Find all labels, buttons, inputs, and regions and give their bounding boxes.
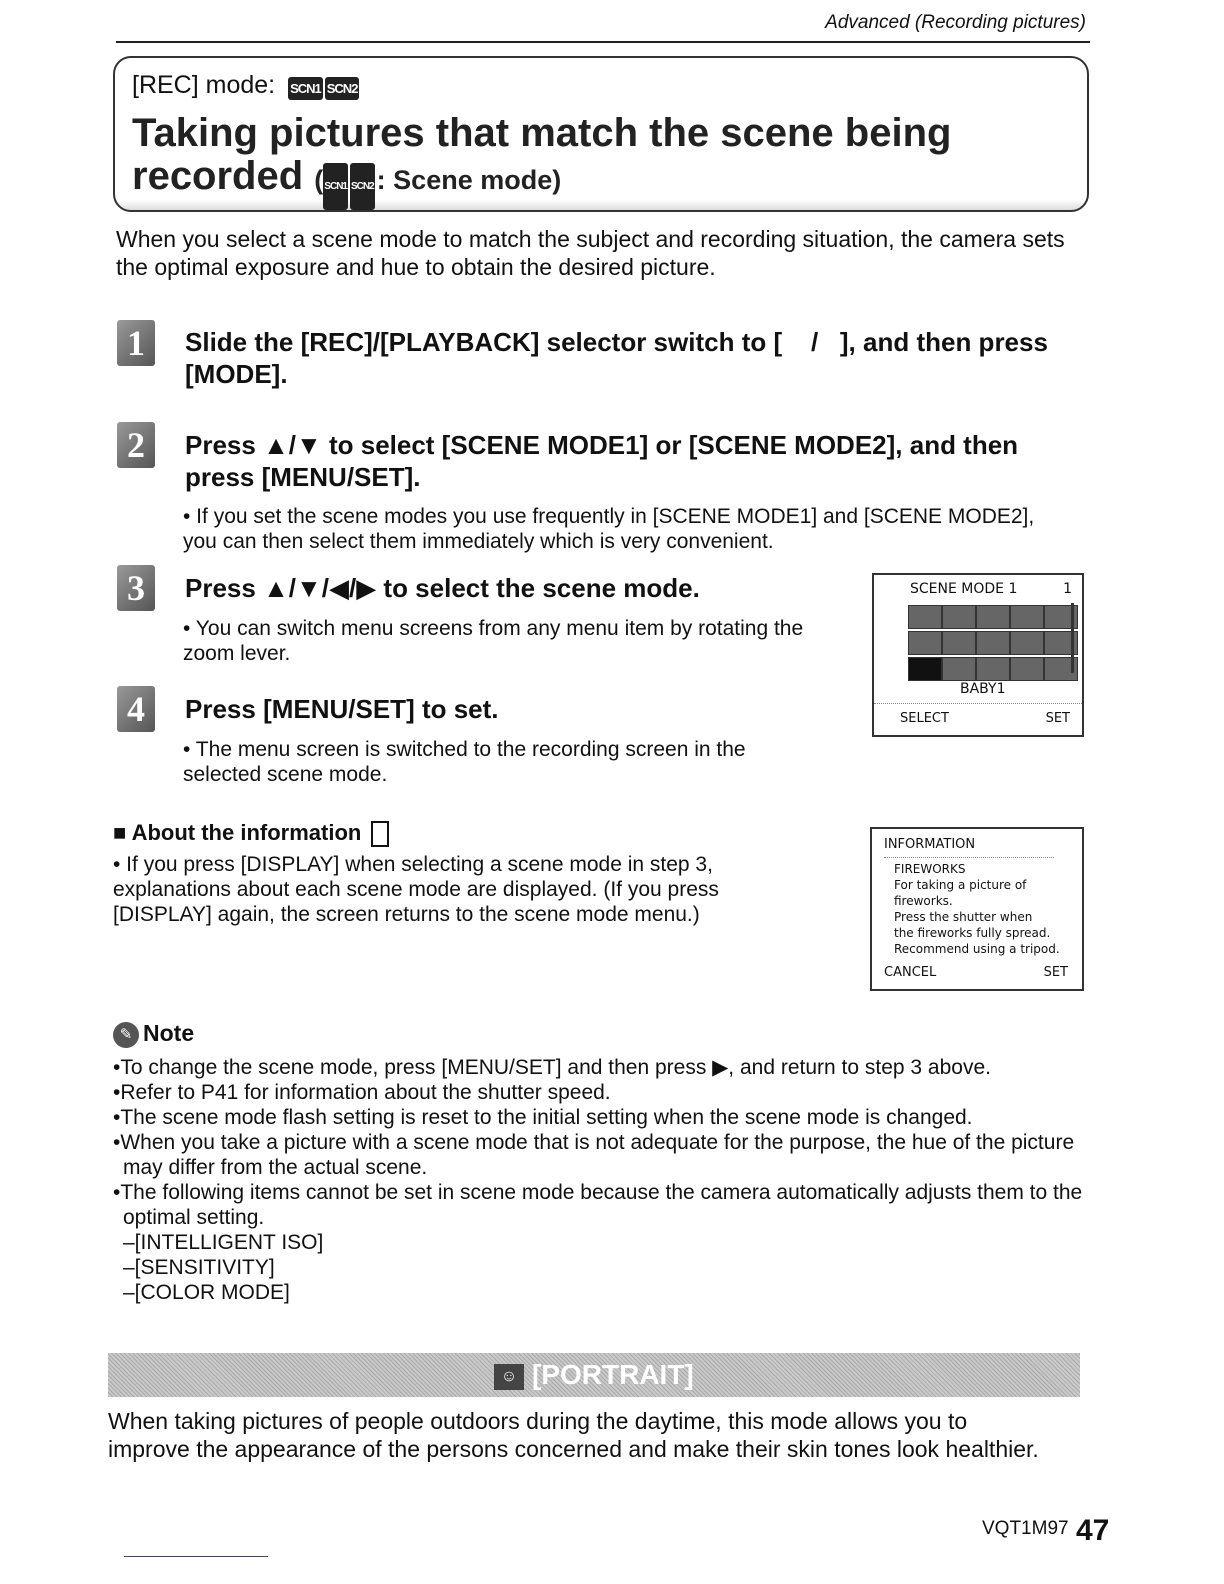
portrait-icon: ☺ bbox=[494, 1364, 524, 1390]
pencil-icon: ✎ bbox=[113, 1022, 139, 1048]
portrait-title-text: [PORTRAIT] bbox=[532, 1359, 694, 1390]
scene-icon bbox=[942, 657, 976, 681]
info-line: For taking a picture of bbox=[894, 878, 1027, 892]
rec-mode-line bbox=[132, 70, 361, 100]
note-item: •The following items cannot be set in scene mode because the camera automatically adjusts them to the optimal setting. bbox=[113, 1181, 1083, 1229]
info-heading bbox=[113, 820, 389, 847]
scn2-icon: SCN2 bbox=[325, 77, 360, 100]
info-line: Press the shutter when bbox=[894, 910, 1033, 924]
info-screen-footer-left: CANCEL bbox=[884, 965, 937, 980]
step-2-number: 2 bbox=[117, 422, 155, 468]
scene-icon bbox=[976, 605, 1010, 629]
step-1-number: 1 bbox=[117, 320, 155, 366]
note-subitem: –[SENSITIVITY] bbox=[123, 1256, 275, 1279]
screen-divider bbox=[874, 703, 1082, 704]
step-1-text: Slide the [REC]/[PLAYBACK] selector switch to [ / ], and then press [MODE]. bbox=[185, 327, 1048, 389]
step-3-text: Press ▲/▼/◀/▶ to select the scene mode. bbox=[185, 573, 700, 603]
screen-title: SCENE MODE 1 bbox=[910, 581, 1018, 597]
info-line: fireworks. bbox=[894, 894, 953, 908]
step-4-bullet: • The menu screen is switched to the recording screen in the selected scene mode. bbox=[183, 738, 746, 786]
portrait-section-bar bbox=[108, 1353, 1080, 1397]
step-2-text: Press ▲/▼ to select [SCENE MODE1] or [SCENE MODE2], and then press [MENU/SET]. bbox=[185, 430, 1019, 492]
scene-icon bbox=[976, 657, 1010, 681]
page-title-sub-wrap bbox=[314, 165, 561, 195]
page-title-sub: : Scene mode) bbox=[376, 165, 562, 195]
scene-icon bbox=[1010, 631, 1044, 655]
screen-footer-left: SELECT bbox=[900, 711, 949, 726]
step-4-number: 4 bbox=[117, 686, 155, 732]
scene-grid bbox=[908, 605, 1076, 681]
scene-icon-selected bbox=[908, 657, 942, 681]
note-heading-text: Note bbox=[143, 1020, 195, 1046]
note-subitem: –[COLOR MODE] bbox=[123, 1281, 290, 1304]
info-icon bbox=[371, 821, 389, 847]
scene-icon bbox=[908, 631, 942, 655]
info-line: the fireworks fully spread. bbox=[894, 926, 1051, 940]
note-heading bbox=[113, 1020, 194, 1048]
header-rule bbox=[116, 41, 1090, 43]
page-title-main: Taking pictures that match the scene being recorded bbox=[132, 111, 952, 198]
screen-footer-right: SET bbox=[1045, 711, 1070, 726]
scene-mode-screen bbox=[872, 573, 1084, 737]
scn-icons bbox=[288, 71, 361, 100]
selected-scene-label: BABY1 bbox=[960, 681, 1006, 697]
info-heading-text: ■ About the information bbox=[113, 820, 362, 845]
note-list bbox=[113, 1055, 1088, 1305]
scene-icon bbox=[908, 605, 942, 629]
info-screen-body bbox=[894, 861, 1060, 957]
note-subitem: –[INTELLIGENT ISO] bbox=[123, 1231, 324, 1254]
step-3-bullet: • You can switch menu screens from any menu item by rotating the zoom lever. bbox=[183, 617, 804, 665]
paren-open: ( bbox=[314, 165, 324, 195]
info-line: Recommend using a tripod. bbox=[894, 942, 1060, 956]
note-item: •To change the scene mode, press [MENU/SET] and then press ▶, and return to step 3 above. bbox=[113, 1056, 991, 1079]
page-number: 47 bbox=[1076, 1514, 1110, 1547]
intro-paragraph: When you select a scene mode to match the subject and recording situation, the camera sets the optimal exposure and hue to obtain the desired picture. bbox=[116, 226, 1065, 280]
info-screen-title: INFORMATION bbox=[884, 837, 976, 852]
step-2-bullet: • If you set the scene modes you use frequently in [SCENE MODE1] and [SCENE MODE2], you can then select them immediately which is very convenient. bbox=[183, 505, 1035, 553]
portrait-description: When taking pictures of people outdoors during the daytime, this mode allows you to improve the appearance of the persons concerned and make their skin tones look healthier. bbox=[108, 1408, 1039, 1462]
manual-code: VQT1M97 bbox=[982, 1518, 1069, 1539]
rec-mode-label: [REC] mode: bbox=[132, 70, 276, 99]
portrait-title bbox=[494, 1359, 694, 1391]
info-screen-footer-right: SET bbox=[1043, 965, 1068, 980]
note-item: •Refer to P41 for information about the shutter speed. bbox=[113, 1081, 611, 1104]
note-item: •The scene mode flash setting is reset to the initial setting when the scene mode is changed. bbox=[113, 1106, 973, 1129]
screen-page: 1 bbox=[1063, 581, 1072, 597]
info-text: • If you press [DISPLAY] when selecting a scene mode in step 3, explanations about each scene mode are displayed. (If you press [DISPLAY] again, the screen returns to the scene mode menu.) bbox=[113, 853, 719, 926]
scene-icon bbox=[1010, 657, 1044, 681]
scn1-icon-small: SCN1 bbox=[323, 163, 348, 210]
scene-icon bbox=[976, 631, 1010, 655]
scene-icon bbox=[942, 631, 976, 655]
info-screen-divider bbox=[884, 857, 1054, 858]
scn2-icon-small: SCN2 bbox=[350, 163, 375, 210]
information-screen bbox=[870, 827, 1084, 991]
scene-icon bbox=[1010, 605, 1044, 629]
page-title bbox=[132, 112, 1032, 210]
screen-scrollbar bbox=[1071, 603, 1074, 673]
section-header: Advanced (Recording pictures) bbox=[825, 12, 1086, 33]
scene-icon bbox=[942, 605, 976, 629]
info-line: FIREWORKS bbox=[894, 862, 966, 876]
step-3-number: 3 bbox=[117, 565, 155, 611]
step-4-text: Press [MENU/SET] to set. bbox=[185, 694, 499, 724]
footer-rule bbox=[124, 1556, 268, 1557]
scn1-icon: SCN1 bbox=[288, 77, 323, 100]
note-item: •When you take a picture with a scene mode that is not adequate for the purpose, the hue of the picture may differ from the actual scene. bbox=[113, 1131, 1075, 1179]
